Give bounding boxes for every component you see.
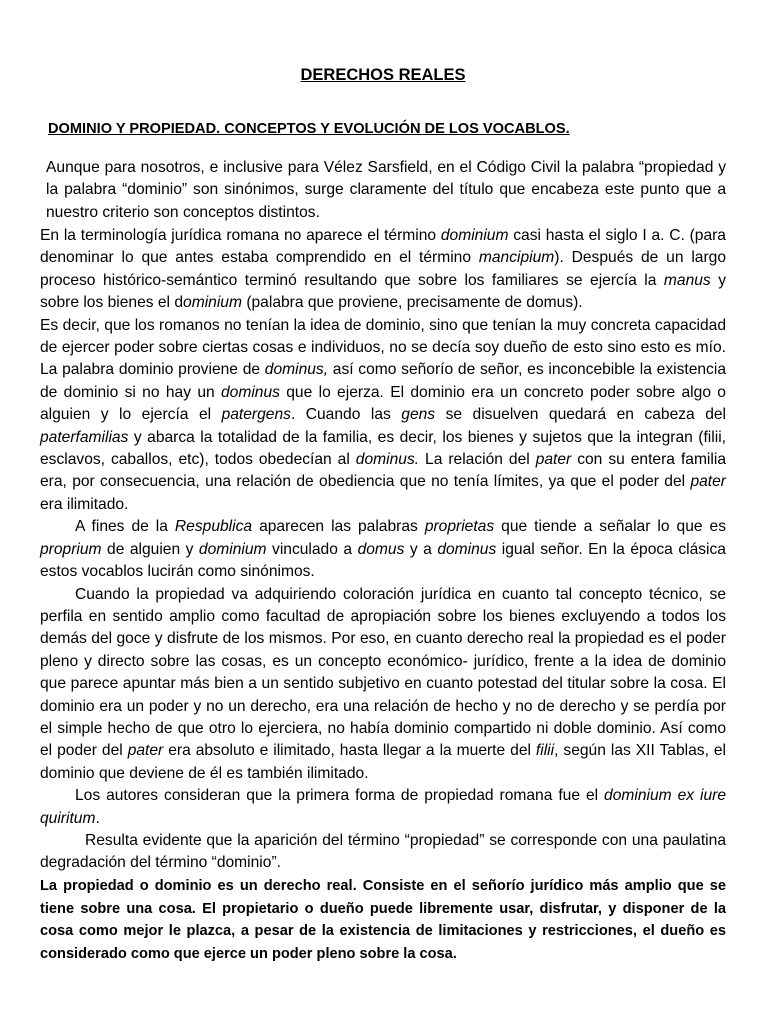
document-title: DERECHOS REALES: [300, 66, 466, 84]
paragraph-6: Resulta evidente que la aparición del término “propiedad” se corresponde con una paulatina degradación del término “dominio”.: [40, 831, 726, 872]
paragraph-2: Es decir, que los romanos no tenían la idea de dominio, sino que tenían la muy concreta capacidad de ejercer poder sobre ciertas cosas e individuos, no se decía soy dueño de esto sino esto es mío. La palabra dominio proviene de dominus, así como señorío de señor, es inconcebible la existencia de dominio si no hay un dominus que lo ejerza. El dominio era un concreto poder sobre algo o alguien y lo ejercía el patergens. Cuando las gens se disuelven quedará en cabeza del paterfamilias y abarca la totalidad de la familia, es decir, los bienes y sujetos que la integran (filii, esclavos, caballos, etc), todos obedecían al dominus. La relación del pater con su entera familia era, por consecuencia, una relación de obediencia que no tenía límites, ya que el poder del pater era ilimitado.: [40, 316, 727, 513]
paragraph-5: Los autores consideran que la primera forma de propiedad romana fue el dominium ex iure quiritum.: [40, 787, 726, 827]
paragraph-7-bold: La propiedad o dominio es un derecho real. Consiste en el señorío jurídico más amplio que se tiene sobre una cosa. El propietario o dueño puede libremente usar, disfrutar, y disponer de la cosa como mejor le plazca, a pesar de la existencia de limitaciones y restricciones, el dueño es considerado como que ejerce un poder pleno sobre la cosa.: [40, 877, 726, 963]
paragraph-intro: Aunque para nosotros, e inclusive para Vélez Sarsfield, en el Código Civil la palabra “propiedad y la palabra “dominio” son sinónimos, surge claramente del título que encabeza este punto que a nuestro criterio son conceptos distintos.: [46, 159, 726, 221]
paragraph-1: En la terminología jurídica romana no aparece el término dominium casi hasta el siglo I a. C. (para denominar lo que antes estaba comprendido en el término mancipium). Después de un largo proceso histórico-semántico terminó resultando que sobre los familiares se ejercía la manus y sobre los bienes el dominium (palabra que proviene, precisamente de domus).: [40, 227, 726, 312]
paragraph-3: A fines de la Respublica aparecen las palabras proprietas que tiende a señalar lo que es proprium de alguien y dominium vinculado a domus y a dominus igual señor. En la época clásica estos vocablos lucirán como sinónimos.: [40, 518, 727, 581]
section-heading: DOMINIO Y PROPIEDAD. CONCEPTOS Y EVOLUCIÓN DE LOS VOCABLOS.: [48, 121, 570, 137]
document-body: [40, 225, 726, 966]
paragraph-4: Cuando la propiedad va adquiriendo coloración jurídica en cuanto tal concepto técnico, se perfila en sentido amplio como facultad de apropiación sobre los bienes excluyendo a todos los demás del goce y disfrute de los mismos. Por eso, en cuanto derecho real la propiedad es el poder pleno y directo sobre las cosas, es un concepto económico- jurídico, frente a la idea de dominio que parece apuntar más bien a un sentido subjetivo en cuanto potestad del titular sobre la cosa. El dominio era un poder y no un derecho, era una relación de hecho y no de derecho y se perdía por el simple hecho de que otro lo ejerciera, no había dominio compartido ni doble dominio. Así como el poder del pater era absoluto e ilimitado, hasta llegar a la muerte del filii, según las XII Tablas, el dominio que deviene de él es también ilimitado.: [40, 585, 726, 782]
